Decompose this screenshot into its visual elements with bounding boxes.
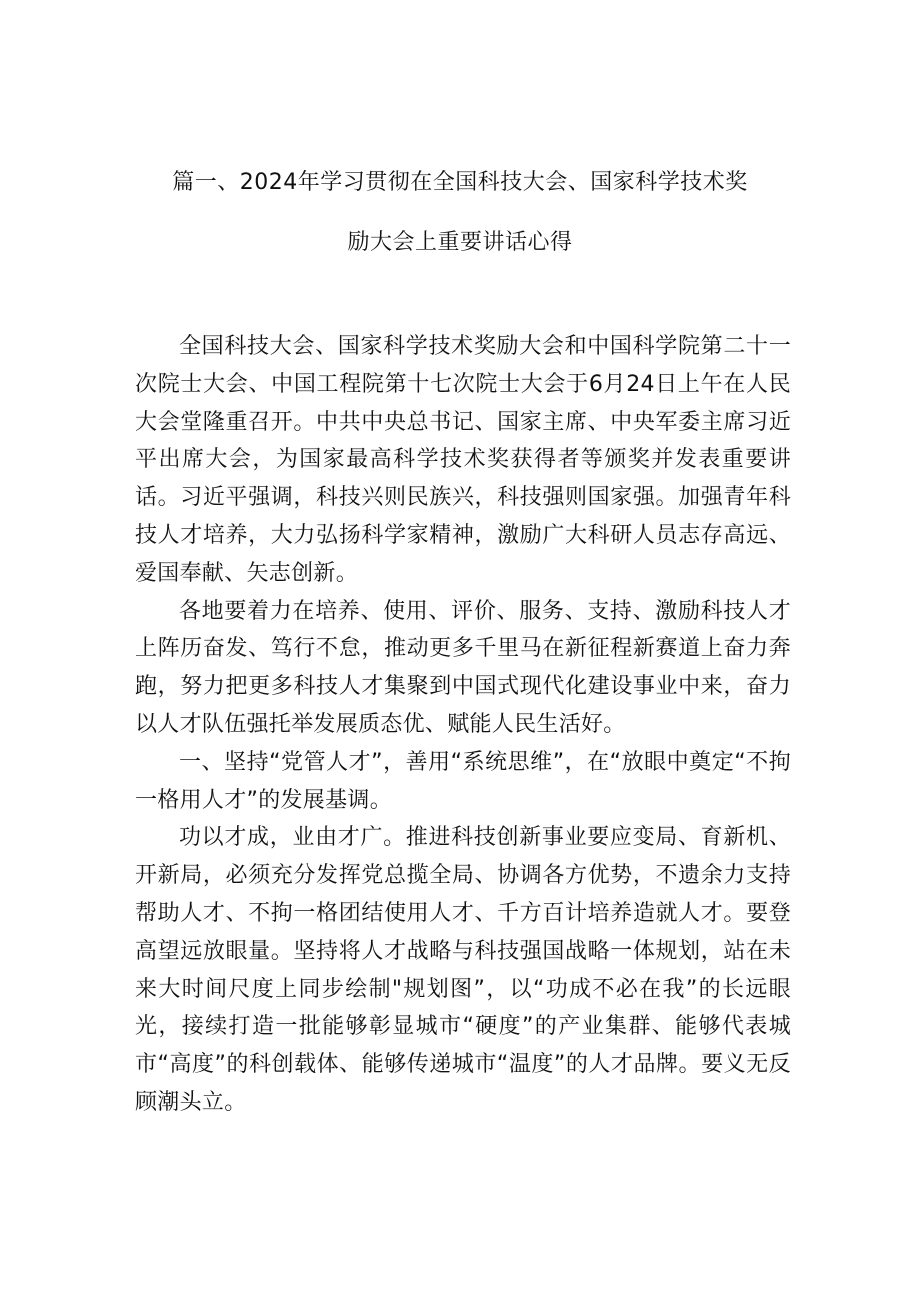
document-body (135, 328, 791, 1122)
document-title-line-2: 励大会上重要讲话心得 (347, 230, 573, 255)
document-title-line-1: 篇一、2024年学习贯彻在全国科技大会、国家科学技术奖 (172, 170, 748, 195)
section-heading-1: 一、坚持“党管人才”，善用“系统思维”，在“放眼中奠定“不拘一格用人才”的发展基调。 (135, 749, 791, 813)
paragraph-2: 各地要着力在培养、使用、评价、服务、支持、激励科技人才上阵历奋发、笃行不怠，推动更多千里马在新征程新赛道上奋力奔跑，努力把更多科技人才集聚到中国式现代化建设事业中来，奋力以人才队伍强托举发展质态优、赋能人民生活好。 (135, 598, 791, 737)
paragraph-1: 全国科技大会、国家科学技术奖励大会和中国科学院第二十一次院士大会、中国工程院第十七次院士大会于6月24日上午在人民大会堂隆重召开。中共中央总书记、国家主席、中央军委主席习近平出席大会，为国家最高科学技术奖获得者等颁奖并发表重要讲话。习近平强调，科技兴则民族兴，科技强则国家强。加强青年科技人才培养，大力弘扬科学家精神，激励广大科研人员志存高远、爱国奉献、矢志创新。 (135, 334, 791, 586)
paragraph-3: 功以才成，业由才广。推进科技创新事业要应变局、育新机、开新局，必须充分发挥党总揽全局、协调各方优势，不遗余力支持帮助人才、不拘一格团结使用人才、千方百计培养造就人才。要登高望远放眼量。坚持将人才战略与科技强国战略一体规划，站在未来大时间尺度上同步绘制"规划图”，以“功成不必在我”的长远眼光，接续打造一批能够彰显城市“硬度”的产业集群、能够代表城市“高度”的科创载体、能够传递城市“温度”的人才品牌。要义无反顾潮头立。 (135, 825, 791, 1115)
